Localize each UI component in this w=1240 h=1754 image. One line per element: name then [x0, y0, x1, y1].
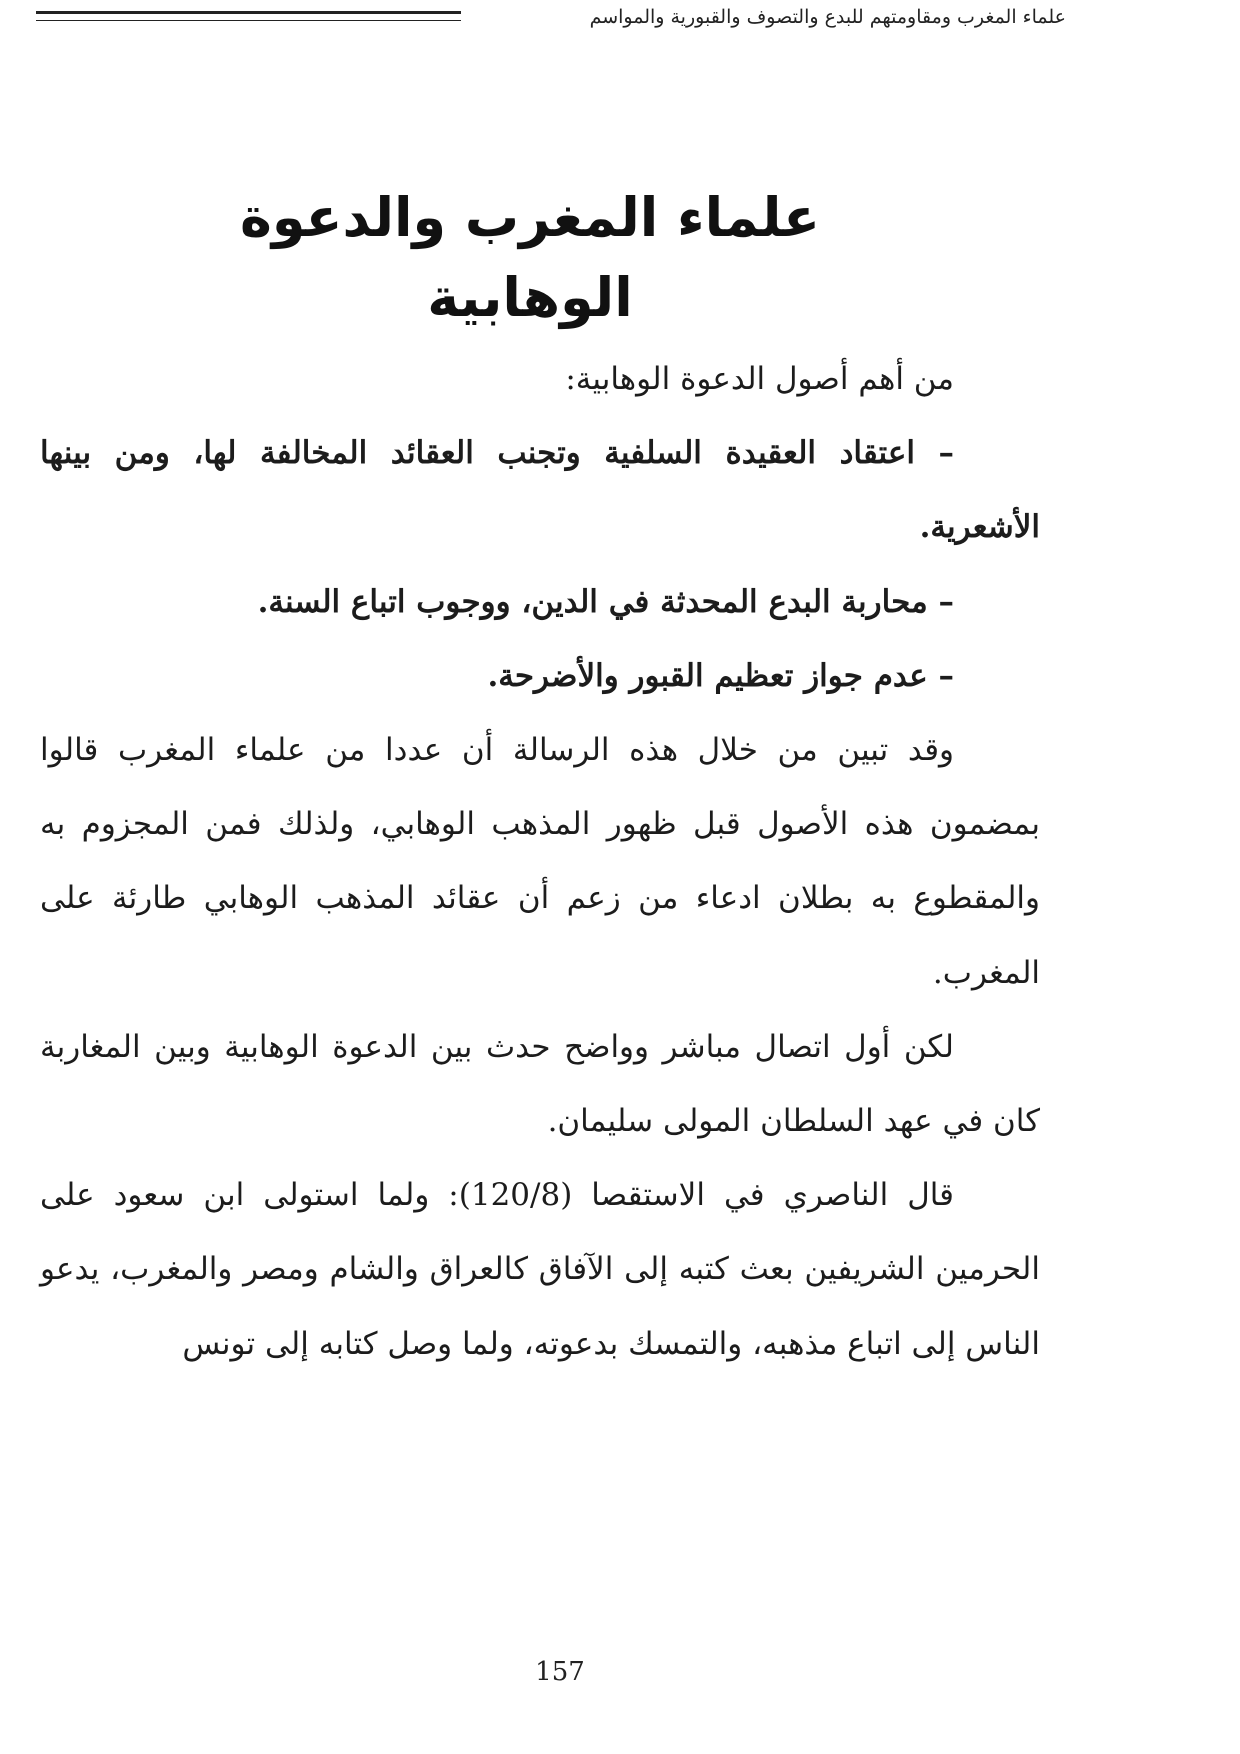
- paragraph: وقد تبين من خلال هذه الرسالة أن عددا من علماء المغرب قالوا بمضمون هذه الأصول قبل ظهور المذهب الوهابي، ولذلك فمن المجزوم به والمقطوع به بطلان ادعاء من زعم أن عقائد المذهب الوهابي طارئة على المغرب.: [40, 732, 1040, 991]
- page-number: 157: [535, 1657, 585, 1687]
- chapter-title: علماء المغرب والدعوة الوهابية: [239, 186, 821, 329]
- header-rule: [36, 11, 461, 21]
- paragraph: قال الناصري في الاستقصا (120/8): ولما استولى ابن سعود على الحرمين الشريفين بعث كتبه إلى الآفاق كالعراق والشام ومصر والمغرب، يدعو الناس إلى اتباع مذهبه، والتمسك بدعوته، ولما وصل كتابه إلى تونس: [40, 1177, 1040, 1362]
- running-header-title: علماء المغرب ومقاومتهم للبدع والتصوف والقبورية والمواسم: [589, 6, 1066, 28]
- principle-item: – اعتقاد العقيدة السلفية وتجنب العقائد المخالفة لها، ومن بينها الأشعرية.: [40, 435, 1040, 546]
- running-header: [36, 2, 1066, 34]
- body-text: [40, 342, 1040, 1381]
- intro-line: من أهم أصول الدعوة الوهابية:: [565, 361, 954, 397]
- principle-item: – عدم جواز تعظيم القبور والأضرحة.: [487, 657, 954, 694]
- principle-item: – محاربة البدع المحدثة في الدين، ووجوب اتباع السنة.: [257, 583, 954, 620]
- paragraph: لكن أول اتصال مباشر وواضح حدث بين الدعوة الوهابية وبين المغاربة كان في عهد السلطان المولى سليمان.: [40, 1028, 1040, 1140]
